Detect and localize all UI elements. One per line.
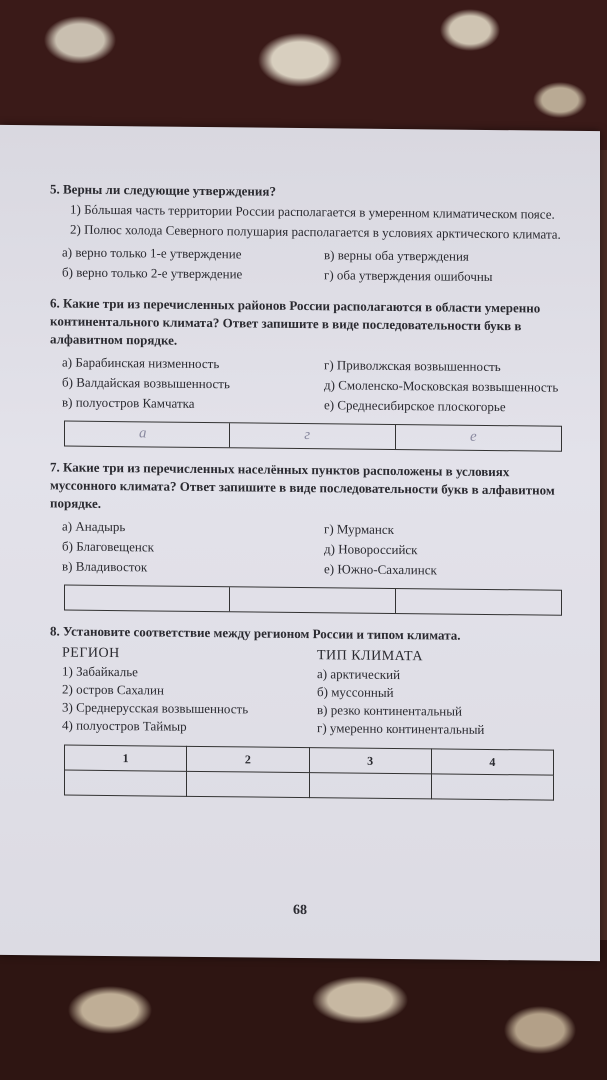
region-item: 4) полуостров Таймыр	[62, 717, 187, 734]
answer-box[interactable]	[230, 587, 395, 613]
option-c: в) Владивосток	[62, 558, 148, 575]
rug-background-bottom	[0, 940, 607, 1080]
question-5	[50, 180, 572, 287]
answer-box[interactable]	[396, 425, 561, 451]
region-item: 1) Забайкалье	[62, 663, 138, 680]
question-8-columns	[50, 644, 572, 739]
option-b: б) верно только 2-е утверждение	[62, 264, 243, 282]
option-e: д) Смоленско-Московская возвышенность	[324, 377, 559, 395]
climate-type-header: ТИП КЛИМАТА	[317, 648, 424, 665]
region-header: РЕГИОН	[62, 645, 120, 662]
column-header: 2	[187, 746, 309, 772]
question-7-answer-boxes	[64, 585, 562, 616]
handwritten-answer: а	[138, 425, 147, 442]
page-content	[50, 180, 572, 812]
answer-cell[interactable]	[187, 771, 309, 797]
column-header: 3	[309, 748, 431, 774]
answer-cell[interactable]	[431, 774, 553, 800]
answer-cell[interactable]	[309, 773, 431, 799]
option-a: а) верно только 1-е утверждение	[62, 244, 242, 262]
question-7	[50, 458, 572, 615]
climate-item: б) муссонный	[317, 684, 394, 700]
question-8-title: 8. Установите соответствие между регионом России и типом климата.	[50, 623, 461, 643]
question-6-answer-boxes	[64, 421, 562, 452]
question-7-options	[50, 516, 572, 581]
question-6-options	[50, 352, 572, 417]
option-f: е) Среднесибирское плоскогорье	[324, 397, 506, 415]
handwritten-answer: г	[304, 427, 311, 444]
question-5-statement-1: 1) Бóльшая часть территории России располагается в умеренном климатическом поясе.	[70, 201, 555, 222]
climate-item: а) арктический	[317, 666, 401, 683]
climate-item: в) резко континентальный	[317, 702, 462, 719]
region-item: 2) остров Сахалин	[62, 681, 164, 698]
question-6	[50, 294, 572, 451]
option-d: г) Приволжская возвышенность	[324, 357, 501, 375]
question-6-title: 6. Какие три из перечисленных районов России располагаются в области умеренно континентального климата? Ответ запишите в виде последовательности букв в алфавитном порядке.	[50, 295, 541, 348]
question-7-title: 7. Какие три из перечисленных населённых пунктов расположены в условиях муссонного климата? Ответ запишите в виде последовательности букв в алфавитном порядке.	[50, 459, 555, 511]
answer-cell[interactable]	[65, 770, 187, 796]
option-a: а) Барабинская низменность	[62, 354, 220, 372]
question-5-title: 5. Верны ли следующие утверждения?	[50, 181, 276, 199]
option-b: б) Благовещенск	[62, 538, 154, 555]
option-f: е) Южно-Сахалинск	[324, 561, 437, 578]
answer-box[interactable]	[396, 589, 561, 615]
option-a: а) Анадырь	[62, 518, 126, 535]
option-e: д) Новороссийск	[324, 541, 418, 558]
question-5-options	[50, 242, 572, 287]
option-c: в) полуостров Камчатка	[62, 394, 195, 411]
answer-box[interactable]	[230, 423, 395, 449]
question-8-answer-table	[64, 745, 554, 801]
climate-item: г) умеренно континентальный	[317, 720, 485, 737]
table-answer-row	[65, 770, 554, 800]
workbook-page	[0, 125, 600, 961]
option-d: г) Мурманск	[324, 521, 394, 537]
answer-box[interactable]	[65, 422, 230, 448]
column-header: 4	[431, 749, 553, 775]
region-item: 3) Среднерусская возвышенность	[62, 699, 249, 717]
column-header: 1	[65, 745, 187, 771]
question-8	[50, 622, 572, 800]
page-number: 68	[293, 902, 307, 919]
option-b: б) Валдайская возвышенность	[62, 374, 230, 392]
answer-box[interactable]	[65, 586, 230, 612]
option-d: г) оба утверждения ошибочны	[324, 267, 493, 285]
option-c: в) верны оба утверждения	[324, 247, 469, 264]
handwritten-answer: е	[470, 428, 477, 445]
question-5-statement-2: 2) Полюс холода Северного полушария располагается в условиях арктического климата.	[70, 221, 561, 242]
